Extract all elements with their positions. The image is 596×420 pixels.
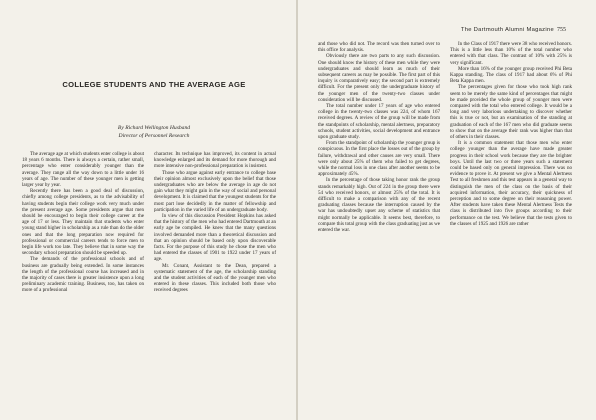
right-column-2 xyxy=(450,41,572,227)
paragraph: The average age at which students enter college is about 18 years 6 months. There is always a certain, rather small, percentage who enter considerably younger than the average. They range all the way down to a little under 16 years of age. The number of these younger men is getting larger year by year. xyxy=(22,151,144,189)
paragraph: It is a common statement that those men who enter college younger than the average have made greater progress in their school work because they are the brighter boys. Until the last two or three years such a statement could be based only on general impression. There was no evidence to prove it. At present we give a Mental Alertness Test to all freshmen and this test appears in a general way to distinguish the men of the class on the basis of their acquired information, their accuracy, their quickness of perception and to some degree on their reasoning power. After students have taken these Mental Alertness Tests the class is distributed into five groups according to their performance on the test. We believe that the tests given to the classes of 1925 and 1926 are rather xyxy=(450,140,572,227)
paragraph: Those who argue against early entrance to college base their opinion almost exclusively upon the belief that those undergraduates who are below the average in age do not gain what they might gain in the way of social and personal development. It is claimed that the youngest students for the most part lose decidedly in the matter of fellowship and participation in the varied life of an undergraduate body. xyxy=(154,169,276,213)
author-name: By Richard Wellington Husband xyxy=(117,125,191,131)
paragraph: Obviously there are two parts to any such discussion. One should know the history of these men while they were undergraduates and should learn as much of their subsequent careers as may be possible. The first part of this inquiry is comparatively easy; the second part is extremely difficult. For the present only the undergraduate history of the younger men of the twenty-two classes under consideration will be discussed. xyxy=(318,53,440,103)
article-title: COLLEGE STUDENTS AND THE AVERAGE AGE xyxy=(62,80,246,89)
running-header xyxy=(344,27,566,37)
left-column-2 xyxy=(154,151,276,294)
paragraph: In the Class of 1917 there were 38 who received honors. This is a little less than 10% of the total number who entered with that class. The contrast of 10% with 25% is very significant. xyxy=(450,41,572,66)
author-title: Director of Personnel Research xyxy=(118,133,190,139)
right-page xyxy=(298,0,596,420)
left-column-1 xyxy=(22,151,144,294)
paragraph: character. Its technique has improved, its content in actual knowledge enlarged and its demand for more thorough and more intensive non-professional preparation is insistent. xyxy=(154,151,276,170)
paragraph: Mr. Conant, Assistant to the Dean, prepared a systematic statement of the age, the scholarship standing and the student activities of each of the younger men who entered in these classes. This included both those who received degrees xyxy=(154,262,276,294)
magazine-name: The Dartmouth Alumni Magazine xyxy=(460,27,554,33)
paragraph: More than 16% of the younger group received Phi Beta Kappa standing. The class of 1917 had about 6% of Phi Beta Kappa men. xyxy=(450,65,572,85)
paragraph: Recently there has been a good deal of discussion, chiefly among college presidents, as to the advisability of having students begin their college work very much under the present average age. Some presidents argue that men should be encouraged to begin their college career at the age of 17 or less. They maintain that students who enter young stand higher in scholarship as a rule than do the older ones and that the long preparation now required for professional or commercial careers tends to force men to begin life work too late. They believe that in some way the secondary school preparation should be speeded up. xyxy=(22,188,144,257)
paragraph: In the percentage of those taking honor rank the group stands remarkably high. Out of 224 in the group there were 54 who received honors, or almost 25% of the total. It is difficult to make a comparison with any of the recent graduating classes because the interruption caused by the war has undoubtedly upset any scheme of statistics that might normally be applicable. It seems best, therefore, to compare this total group with the class graduating just as we entered the war. xyxy=(318,177,440,234)
paragraph: The total number under 17 years of age who entered college in the twenty-two classes was 224, of whom 167 received degrees. A review of the group will be made from the standpoints of scholarship, mental alertness, preparatory schools, student activities, social development and entrance upon graduate study. xyxy=(318,103,440,141)
page-number: 755 xyxy=(557,27,566,33)
article-byline xyxy=(26,124,282,140)
paragraph: and those who did not. The record was then turned over to this office for analysis. xyxy=(318,41,440,54)
paragraph: In view of this discussion President Hopkins has asked that the history of the men who had entered Dartmouth at an early age be compiled. He knew that the many questions involved demanded more than a theoretical discussion and that an opinion should be based only upon discoverable facts. For the purpose of this study he chose the men who had entered the classes of 1901 to 1922 under 17 years of age. xyxy=(154,213,276,263)
paragraph: The demands of the professional schools and of business are gradually being extended. In some instances the length of the professional course has increased and in the majority of cases there is greater insistence upon a long preliminary academic training. Business, too, has taken on more of a professional xyxy=(22,256,144,294)
paragraph: The percentages given for those who took high rank seem to be merely the same kind of percentages that might be made provided the whole group of younger men were compared with the total who entered college. It would be a long and very laborious undertaking to discover whether this is true or not, but an examination of the standing at graduation of each of the 167 men who did graduate seems to show that on the average their rank was higher than that of others in their classes. xyxy=(450,84,572,141)
paragraph: From the standpoint of scholarship the younger group is conspicuous. In the first place the losses out of the group by failure, withdrawal and other causes are very small. There were only about 25% of them who failed to get degrees, while the normal loss in one class after another seems to be approximately 45%. xyxy=(318,140,440,178)
right-column-1 xyxy=(318,41,440,233)
